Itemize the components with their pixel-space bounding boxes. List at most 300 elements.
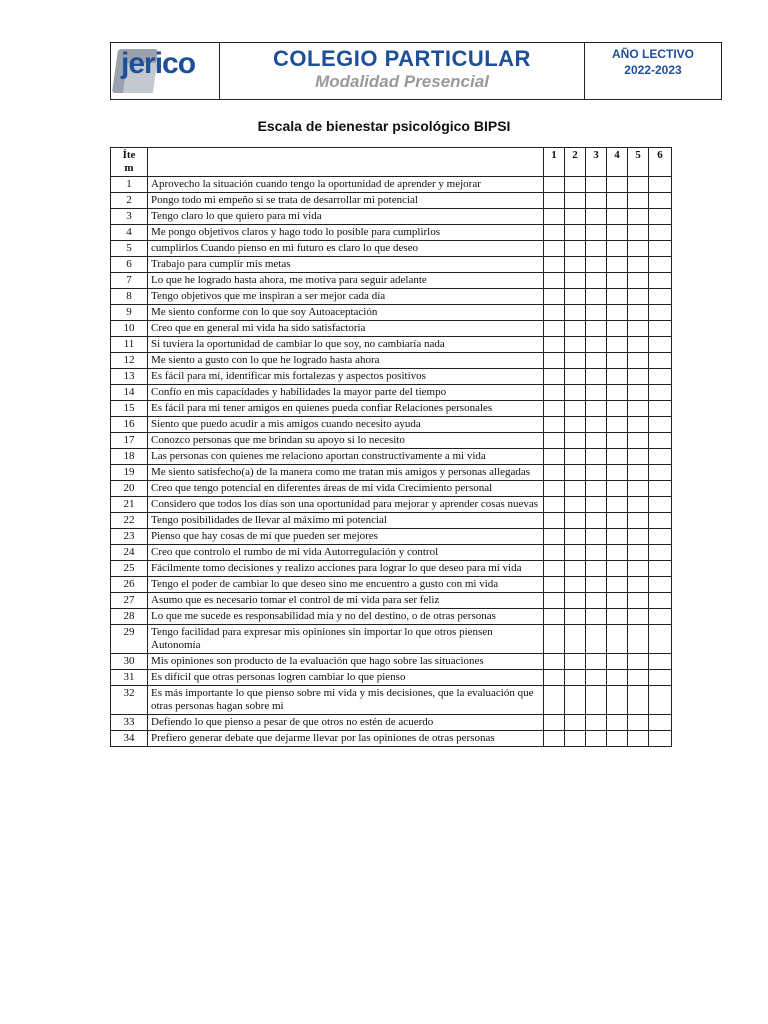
item-number: 2: [111, 193, 148, 209]
response-cell-4[interactable]: [607, 625, 628, 654]
response-cell-6[interactable]: [649, 731, 672, 747]
response-cell-3[interactable]: [586, 686, 607, 715]
response-cell-6[interactable]: [649, 609, 672, 625]
document-title: Escala de bienestar psicológico BIPSI: [257, 118, 511, 134]
response-cell-5[interactable]: [628, 670, 649, 686]
response-cell-2[interactable]: [565, 417, 586, 433]
response-cell-2[interactable]: [565, 209, 586, 225]
response-cell-3[interactable]: [586, 369, 607, 385]
response-cell-5[interactable]: [628, 177, 649, 193]
response-cell-3[interactable]: [586, 401, 607, 417]
table-row: [111, 715, 672, 731]
response-cell-6[interactable]: [649, 593, 672, 609]
item-number: 25: [111, 561, 148, 577]
response-cell-2[interactable]: [565, 241, 586, 257]
item-statement: Confío en mis capacidades y habilidades la mayor parte del tiempo: [148, 385, 544, 401]
table-row: [111, 670, 672, 686]
response-cell-2[interactable]: [565, 497, 586, 513]
response-cell-2[interactable]: [565, 529, 586, 545]
response-cell-6[interactable]: [649, 529, 672, 545]
scale-header-3: 3: [586, 148, 607, 177]
response-cell-2[interactable]: [565, 385, 586, 401]
scale-header-4: 4: [607, 148, 628, 177]
table-body: [111, 177, 672, 747]
item-statement: Pienso que hay cosas de mí que pueden ser mejores: [148, 529, 544, 545]
response-cell-3[interactable]: [586, 257, 607, 273]
response-cell-3[interactable]: [586, 289, 607, 305]
response-cell-6[interactable]: [649, 577, 672, 593]
response-cell-6[interactable]: [649, 401, 672, 417]
item-statement: Lo que me sucede es responsabilidad mía y no del destino, o de otras personas: [148, 609, 544, 625]
item-number: 20: [111, 481, 148, 497]
response-cell-6[interactable]: [649, 686, 672, 715]
response-cell-1[interactable]: [544, 670, 565, 686]
response-cell-1[interactable]: [544, 321, 565, 337]
response-cell-5[interactable]: [628, 225, 649, 241]
response-cell-4[interactable]: [607, 529, 628, 545]
response-cell-1[interactable]: [544, 433, 565, 449]
table-row: [111, 257, 672, 273]
item-statement: Tengo claro lo que quiero para mi vida: [148, 209, 544, 225]
response-cell-4[interactable]: [607, 465, 628, 481]
response-cell-4[interactable]: [607, 609, 628, 625]
item-statement: Creo que en general mi vida ha sido satisfactoria: [148, 321, 544, 337]
response-cell-1[interactable]: [544, 625, 565, 654]
response-cell-4[interactable]: [607, 209, 628, 225]
response-cell-5[interactable]: [628, 369, 649, 385]
response-cell-1[interactable]: [544, 561, 565, 577]
response-cell-3[interactable]: [586, 561, 607, 577]
response-cell-2[interactable]: [565, 321, 586, 337]
response-cell-2[interactable]: [565, 654, 586, 670]
response-cell-6[interactable]: [649, 433, 672, 449]
response-cell-3[interactable]: [586, 241, 607, 257]
response-cell-1[interactable]: [544, 273, 565, 289]
item-number: 3: [111, 209, 148, 225]
response-cell-3[interactable]: [586, 209, 607, 225]
response-cell-1[interactable]: [544, 577, 565, 593]
table-row: [111, 305, 672, 321]
response-cell-2[interactable]: [565, 257, 586, 273]
response-cell-1[interactable]: [544, 545, 565, 561]
response-cell-5[interactable]: [628, 209, 649, 225]
response-cell-1[interactable]: [544, 225, 565, 241]
response-cell-3[interactable]: [586, 529, 607, 545]
response-cell-6[interactable]: [649, 449, 672, 465]
response-cell-6[interactable]: [649, 513, 672, 529]
response-cell-1[interactable]: [544, 337, 565, 353]
response-cell-2[interactable]: [565, 545, 586, 561]
table-row: [111, 497, 672, 513]
response-cell-6[interactable]: [649, 225, 672, 241]
item-number: 26: [111, 577, 148, 593]
response-cell-5[interactable]: [628, 257, 649, 273]
response-cell-2[interactable]: [565, 289, 586, 305]
response-cell-4[interactable]: [607, 241, 628, 257]
response-cell-6[interactable]: [649, 481, 672, 497]
response-cell-4[interactable]: [607, 731, 628, 747]
item-number: 23: [111, 529, 148, 545]
response-cell-2[interactable]: [565, 731, 586, 747]
item-number: 16: [111, 417, 148, 433]
item-statement: Prefiero generar debate que dejarme llevar por las opiniones de otras personas: [148, 731, 544, 747]
item-statement: Lo que he logrado hasta ahora, me motiva para seguir adelante: [148, 273, 544, 289]
response-cell-5[interactable]: [628, 513, 649, 529]
table-row: [111, 177, 672, 193]
response-cell-1[interactable]: [544, 686, 565, 715]
item-number: 13: [111, 369, 148, 385]
table-row: [111, 337, 672, 353]
item-number: 18: [111, 449, 148, 465]
response-cell-4[interactable]: [607, 449, 628, 465]
response-cell-1[interactable]: [544, 401, 565, 417]
statement-column-header: [148, 148, 544, 177]
response-cell-3[interactable]: [586, 225, 607, 241]
response-cell-6[interactable]: [649, 289, 672, 305]
response-cell-5[interactable]: [628, 577, 649, 593]
response-cell-1[interactable]: [544, 369, 565, 385]
response-cell-4[interactable]: [607, 321, 628, 337]
item-statement: Mis opiniones son producto de la evaluación que hago sobre las situaciones: [148, 654, 544, 670]
response-cell-3[interactable]: [586, 481, 607, 497]
table-header-row: [111, 148, 672, 177]
response-cell-5[interactable]: [628, 337, 649, 353]
response-cell-1[interactable]: [544, 465, 565, 481]
item-statement: Si tuviera la oportunidad de cambiar lo que soy, no cambiaría nada: [148, 337, 544, 353]
response-cell-5[interactable]: [628, 593, 649, 609]
modality-label: Modalidad Presencial: [315, 72, 489, 91]
table-row: [111, 561, 672, 577]
year-value: 2022-2023: [624, 63, 682, 77]
scale-header-2: 2: [565, 148, 586, 177]
response-cell-3[interactable]: [586, 321, 607, 337]
item-statement: Defiendo lo que pienso a pesar de que otros no estén de acuerdo: [148, 715, 544, 731]
response-cell-5[interactable]: [628, 305, 649, 321]
response-cell-6[interactable]: [649, 305, 672, 321]
table-row: [111, 273, 672, 289]
response-cell-5[interactable]: [628, 609, 649, 625]
response-cell-4[interactable]: [607, 686, 628, 715]
response-cell-6[interactable]: [649, 417, 672, 433]
response-cell-4[interactable]: [607, 225, 628, 241]
item-number: 11: [111, 337, 148, 353]
table-row: [111, 577, 672, 593]
table-row: [111, 686, 672, 715]
response-cell-2[interactable]: [565, 193, 586, 209]
item-header-part1: Íte: [122, 149, 136, 161]
response-cell-2[interactable]: [565, 593, 586, 609]
response-cell-5[interactable]: [628, 241, 649, 257]
response-cell-3[interactable]: [586, 353, 607, 369]
response-cell-6[interactable]: [649, 241, 672, 257]
response-cell-1[interactable]: [544, 289, 565, 305]
response-cell-2[interactable]: [565, 561, 586, 577]
item-statement: Siento que puedo acudir a mis amigos cuando necesito ayuda: [148, 417, 544, 433]
response-cell-4[interactable]: [607, 433, 628, 449]
item-number: 8: [111, 289, 148, 305]
response-cell-6[interactable]: [649, 654, 672, 670]
response-cell-5[interactable]: [628, 321, 649, 337]
response-cell-2[interactable]: [565, 401, 586, 417]
item-statement: Es fácil para mi tener amigos en quienes pueda confiar Relaciones personales: [148, 401, 544, 417]
response-cell-3[interactable]: [586, 449, 607, 465]
table-row: [111, 193, 672, 209]
item-number: 1: [111, 177, 148, 193]
response-cell-1[interactable]: [544, 177, 565, 193]
response-cell-1[interactable]: [544, 731, 565, 747]
document-header: [110, 42, 722, 100]
school-year-cell: [585, 43, 721, 99]
response-cell-3[interactable]: [586, 654, 607, 670]
item-statement: Las personas con quienes me relaciono aportan constructivamente a mi vida: [148, 449, 544, 465]
response-cell-1[interactable]: [544, 241, 565, 257]
response-cell-2[interactable]: [565, 609, 586, 625]
table-row: [111, 225, 672, 241]
response-cell-3[interactable]: [586, 193, 607, 209]
response-cell-5[interactable]: [628, 715, 649, 731]
response-cell-2[interactable]: [565, 670, 586, 686]
response-cell-3[interactable]: [586, 715, 607, 731]
response-cell-2[interactable]: [565, 577, 586, 593]
item-number: 31: [111, 670, 148, 686]
response-cell-5[interactable]: [628, 686, 649, 715]
item-statement: Es fácil para mí, identificar mis fortalezas y aspectos positivos: [148, 369, 544, 385]
item-number: 4: [111, 225, 148, 241]
response-cell-1[interactable]: [544, 609, 565, 625]
scale-header-1: 1: [544, 148, 565, 177]
response-cell-6[interactable]: [649, 625, 672, 654]
response-cell-6[interactable]: [649, 257, 672, 273]
school-name: COLEGIO PARTICULAR: [273, 46, 531, 71]
item-statement: Creo que tengo potencial en diferentes áreas de mi vida Crecimiento personal: [148, 481, 544, 497]
item-statement: Tengo posibilidades de llevar al máximo mi potencial: [148, 513, 544, 529]
response-cell-1[interactable]: [544, 257, 565, 273]
response-cell-1[interactable]: [544, 353, 565, 369]
item-statement: Tengo objetivos que me inspiran a ser mejor cada día: [148, 289, 544, 305]
item-number: 6: [111, 257, 148, 273]
item-statement: Es más importante lo que pienso sobre mi vida y mis decisiones, que la evaluación que otras personas hagan sobre mi: [148, 686, 544, 715]
item-statement: Aprovecho la situación cuando tengo la oportunidad de aprender y mejorar: [148, 177, 544, 193]
response-cell-5[interactable]: [628, 385, 649, 401]
response-cell-3[interactable]: [586, 417, 607, 433]
table-row: [111, 241, 672, 257]
response-cell-5[interactable]: [628, 481, 649, 497]
response-cell-2[interactable]: [565, 433, 586, 449]
response-cell-2[interactable]: [565, 686, 586, 715]
response-cell-3[interactable]: [586, 385, 607, 401]
response-cell-3[interactable]: [586, 497, 607, 513]
response-cell-6[interactable]: [649, 545, 672, 561]
table-row: [111, 625, 672, 654]
response-cell-4[interactable]: [607, 593, 628, 609]
response-cell-5[interactable]: [628, 497, 649, 513]
response-cell-5[interactable]: [628, 289, 649, 305]
item-number: 24: [111, 545, 148, 561]
response-cell-3[interactable]: [586, 670, 607, 686]
response-cell-4[interactable]: [607, 177, 628, 193]
table-row: [111, 731, 672, 747]
item-statement: Asumo que es necesario tomar el control de mi vida para ser feliz: [148, 593, 544, 609]
table-row: [111, 529, 672, 545]
table-row: [111, 465, 672, 481]
response-cell-3[interactable]: [586, 465, 607, 481]
response-cell-5[interactable]: [628, 417, 649, 433]
response-cell-4[interactable]: [607, 481, 628, 497]
response-cell-2[interactable]: [565, 625, 586, 654]
response-cell-1[interactable]: [544, 449, 565, 465]
response-cell-3[interactable]: [586, 337, 607, 353]
response-cell-1[interactable]: [544, 529, 565, 545]
response-cell-1[interactable]: [544, 209, 565, 225]
item-header-part2: m: [124, 162, 134, 174]
response-cell-3[interactable]: [586, 433, 607, 449]
response-cell-6[interactable]: [649, 385, 672, 401]
response-cell-6[interactable]: [649, 497, 672, 513]
response-cell-2[interactable]: [565, 369, 586, 385]
item-statement: Me siento satisfecho(a) de la manera como me tratan mis amigos y personas allegadas: [148, 465, 544, 481]
response-cell-1[interactable]: [544, 497, 565, 513]
item-statement: Creo que controlo el rumbo de mi vida Autorregulación y control: [148, 545, 544, 561]
response-cell-4[interactable]: [607, 417, 628, 433]
response-cell-6[interactable]: [649, 353, 672, 369]
response-cell-2[interactable]: [565, 513, 586, 529]
response-cell-1[interactable]: [544, 385, 565, 401]
response-cell-6[interactable]: [649, 337, 672, 353]
response-cell-3[interactable]: [586, 609, 607, 625]
item-number: 22: [111, 513, 148, 529]
table-row: [111, 401, 672, 417]
response-cell-4[interactable]: [607, 670, 628, 686]
response-cell-4[interactable]: [607, 273, 628, 289]
response-cell-3[interactable]: [586, 545, 607, 561]
response-cell-5[interactable]: [628, 465, 649, 481]
response-cell-5[interactable]: [628, 449, 649, 465]
logo-text: jerico: [121, 47, 196, 80]
response-cell-5[interactable]: [628, 433, 649, 449]
item-statement: Tengo el poder de cambiar lo que deseo sino me encuentro a gusto con mi vida: [148, 577, 544, 593]
item-statement: Tengo facilidad para expresar mis opiniones sin importar lo que otros piensen Autonomía: [148, 625, 544, 654]
table-row: [111, 654, 672, 670]
response-cell-3[interactable]: [586, 177, 607, 193]
response-cell-3[interactable]: [586, 593, 607, 609]
response-cell-4[interactable]: [607, 654, 628, 670]
response-cell-6[interactable]: [649, 177, 672, 193]
response-cell-5[interactable]: [628, 561, 649, 577]
response-cell-6[interactable]: [649, 561, 672, 577]
response-cell-4[interactable]: [607, 497, 628, 513]
item-number: 33: [111, 715, 148, 731]
table-row: [111, 353, 672, 369]
item-number: 32: [111, 686, 148, 715]
table-row: [111, 513, 672, 529]
response-cell-6[interactable]: [649, 369, 672, 385]
item-number: 29: [111, 625, 148, 654]
response-cell-5[interactable]: [628, 273, 649, 289]
response-cell-4[interactable]: [607, 289, 628, 305]
year-label: AÑO LECTIVO: [611, 47, 694, 61]
item-number: 28: [111, 609, 148, 625]
response-cell-2[interactable]: [565, 273, 586, 289]
response-cell-6[interactable]: [649, 670, 672, 686]
response-cell-6[interactable]: [649, 465, 672, 481]
response-cell-1[interactable]: [544, 513, 565, 529]
response-cell-4[interactable]: [607, 401, 628, 417]
item-number: 7: [111, 273, 148, 289]
response-cell-5[interactable]: [628, 193, 649, 209]
response-cell-1[interactable]: [544, 654, 565, 670]
response-cell-4[interactable]: [607, 561, 628, 577]
response-cell-3[interactable]: [586, 305, 607, 321]
response-cell-1[interactable]: [544, 715, 565, 731]
item-number: 21: [111, 497, 148, 513]
item-statement: Fácilmente tomo decisiones y realizo acciones para lograr lo que deseo para mi vida: [148, 561, 544, 577]
response-cell-4[interactable]: [607, 385, 628, 401]
response-cell-5[interactable]: [628, 625, 649, 654]
response-cell-3[interactable]: [586, 513, 607, 529]
response-cell-2[interactable]: [565, 305, 586, 321]
response-cell-1[interactable]: [544, 305, 565, 321]
response-cell-4[interactable]: [607, 577, 628, 593]
response-cell-5[interactable]: [628, 529, 649, 545]
response-cell-3[interactable]: [586, 625, 607, 654]
response-cell-6[interactable]: [649, 193, 672, 209]
response-cell-1[interactable]: [544, 593, 565, 609]
response-cell-4[interactable]: [607, 369, 628, 385]
item-statement: Conozco personas que me brindan su apoyo si lo necesito: [148, 433, 544, 449]
response-cell-4[interactable]: [607, 715, 628, 731]
response-cell-3[interactable]: [586, 731, 607, 747]
response-cell-6[interactable]: [649, 273, 672, 289]
response-cell-5[interactable]: [628, 401, 649, 417]
response-cell-6[interactable]: [649, 715, 672, 731]
item-number: 5: [111, 241, 148, 257]
response-cell-6[interactable]: [649, 321, 672, 337]
response-cell-1[interactable]: [544, 193, 565, 209]
response-cell-2[interactable]: [565, 715, 586, 731]
table-row: [111, 433, 672, 449]
item-number: 19: [111, 465, 148, 481]
table-row: [111, 417, 672, 433]
response-cell-2[interactable]: [565, 481, 586, 497]
response-cell-4[interactable]: [607, 353, 628, 369]
response-cell-5[interactable]: [628, 353, 649, 369]
response-cell-2[interactable]: [565, 353, 586, 369]
response-cell-5[interactable]: [628, 654, 649, 670]
response-cell-4[interactable]: [607, 193, 628, 209]
table-row: [111, 609, 672, 625]
response-cell-4[interactable]: [607, 545, 628, 561]
response-cell-2[interactable]: [565, 177, 586, 193]
response-cell-4[interactable]: [607, 305, 628, 321]
response-cell-5[interactable]: [628, 731, 649, 747]
response-cell-5[interactable]: [628, 545, 649, 561]
response-cell-1[interactable]: [544, 417, 565, 433]
response-cell-2[interactable]: [565, 225, 586, 241]
table-row: [111, 593, 672, 609]
response-cell-1[interactable]: [544, 481, 565, 497]
item-number: 30: [111, 654, 148, 670]
response-cell-2[interactable]: [565, 337, 586, 353]
response-cell-4[interactable]: [607, 513, 628, 529]
response-cell-6[interactable]: [649, 209, 672, 225]
response-cell-4[interactable]: [607, 257, 628, 273]
response-cell-2[interactable]: [565, 449, 586, 465]
response-cell-4[interactable]: [607, 337, 628, 353]
response-cell-2[interactable]: [565, 465, 586, 481]
response-cell-3[interactable]: [586, 273, 607, 289]
item-statement: Me siento conforme con lo que soy Autoaceptación: [148, 305, 544, 321]
response-cell-3[interactable]: [586, 577, 607, 593]
